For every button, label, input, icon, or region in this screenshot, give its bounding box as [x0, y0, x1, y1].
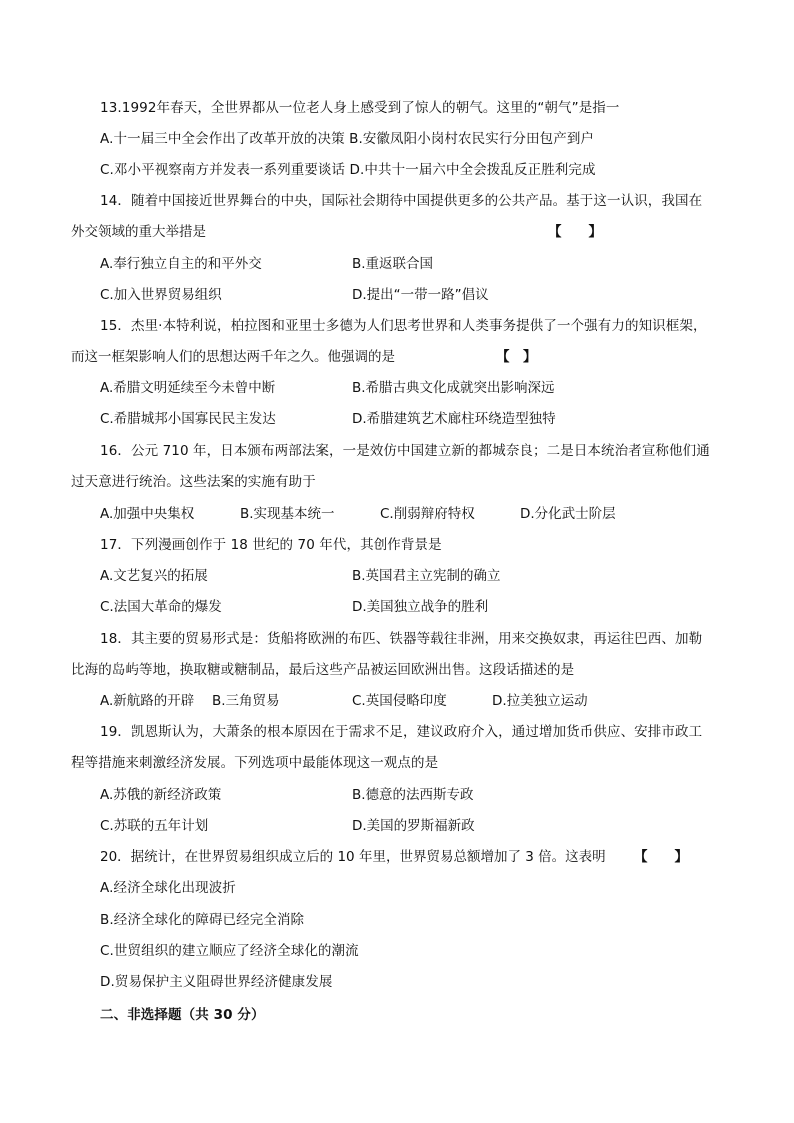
option-a: A.奉行独立自主的和平外交: [100, 256, 262, 272]
option-d: D.分化武士阶层: [520, 506, 616, 522]
option-b: B.经济全球化的障碍已经完全消除: [100, 912, 305, 928]
option-c: C.世贸组织的建立顺应了经济全球化的潮流: [100, 943, 359, 959]
option-b: B.德意的法西斯专政: [352, 787, 474, 803]
option-c: C.英国侵略印度: [352, 693, 447, 709]
option-d: D.贸易保护主义阻碍世界经济健康发展: [100, 974, 333, 990]
question-15-stem: 15．杰里·本特利说，柏拉图和亚里士多德为人们思考世界和人类事务提供了一个强有力的知识框架，: [100, 318, 707, 334]
question-14-options-row1: [100, 255, 600, 273]
question-13-options-ab: A.十一届三中全会作出了改革开放的决策 B.安徽凤阳小岗村农民实行分田包产到户: [100, 131, 595, 147]
option-d: D.美国的罗斯福新政: [352, 818, 475, 834]
option-b: B.英国君主立宪制的确立: [352, 568, 501, 584]
question-19-stem: 19．凯恩斯认为，大萧条的根本原因在于需求不足，建议政府介入，通过增加货币供应、安排市政工: [100, 724, 703, 740]
option-b: B.三角贸易: [212, 693, 280, 709]
option-a: A.经济全球化出现波折: [100, 880, 236, 896]
option-a: A.希腊文明延续至今未曾中断: [100, 380, 276, 396]
option-b: B.希腊古典文化成就突出影响深远: [352, 380, 555, 396]
question-15-stem-line2: [71, 348, 591, 366]
question-14-options-row2: [100, 286, 600, 304]
question-20-stem-line: [100, 848, 700, 866]
question-17-options-row1: [100, 567, 600, 585]
section-title: 二、非选择题（共 30 分）: [100, 1007, 265, 1023]
option-d: D.希腊建筑艺术廊柱环绕造型独特: [352, 411, 556, 427]
question-16-stem: 16．公元 710 年，日本颁布两部法案，一是效仿中国建立新的都城奈良；二是日本统治者宣称他们通: [100, 443, 710, 459]
question-14-stem: 14．随着中国接近世界舞台的中央，国际社会期待中国提供更多的公共产品。基于这一认识，我国在: [100, 193, 703, 209]
option-a: A.新航路的开辟: [100, 693, 195, 709]
option-d: D.拉美独立运动: [492, 693, 588, 709]
question-20-stem: 20．据统计，在世界贸易组织成立后的 10 年里，世界贸易总额增加了 3 倍。这表明: [100, 849, 606, 865]
question-18-options: [100, 692, 660, 710]
option-d: D.美国独立战争的胜利: [352, 599, 489, 615]
question-14-stem-cont: 外交领域的重大举措是: [71, 224, 206, 240]
question-13-options-cd: C.邓小平视察南方并发表一系列重要谈话 D.中共十一届六中全会拨乱反正胜利完成: [100, 162, 596, 178]
question-16-stem-cont: 过天意进行统治。这些法案的实施有助于: [71, 474, 316, 490]
answer-bracket: 【 】: [548, 224, 602, 240]
option-d: D.提出“一带一路”倡议: [352, 287, 489, 303]
option-c: C.削弱辩府特权: [380, 506, 475, 522]
question-15-stem-cont: 而这一框架影响人们的思想达两千年之久。他强调的是: [71, 349, 395, 365]
question-16-options: [100, 505, 660, 523]
question-19-options-row2: [100, 817, 600, 835]
question-17-options-row2: [100, 598, 600, 616]
question-15-options-row2: [100, 410, 660, 428]
question-15-options-row1: [100, 379, 660, 397]
question-18-stem: 18．其主要的贸易形式是：货船将欧洲的布匹、铁器等载往非洲，用来交换奴隶，再运往巴西、加勒: [100, 631, 703, 647]
question-17-stem: 17．下列漫画创作于 18 世纪的 70 年代，其创作背景是: [100, 537, 442, 553]
option-c: C.希腊城邦小国寡民民主发达: [100, 411, 276, 427]
option-c: C.苏联的五年计划: [100, 818, 209, 834]
answer-bracket: 【 】: [634, 849, 688, 865]
question-19-options-row1: [100, 786, 600, 804]
question-14-stem-line2: [71, 223, 631, 241]
option-c: C.法国大革命的爆发: [100, 599, 222, 615]
option-b: B.重返联合国: [352, 256, 434, 272]
question-18-stem-cont: 比海的岛屿等地，换取糖或糖制品，最后这些产品被运回欧洲出售。这段话描述的是: [71, 662, 575, 678]
question-19-stem-cont: 程等措施来刺激经济发展。下列选项中最能体现这一观点的是: [71, 755, 439, 771]
option-c: C.加入世界贸易组织: [100, 287, 222, 303]
answer-bracket: 【 】: [496, 349, 537, 365]
option-a: A.文艺复兴的拓展: [100, 568, 208, 584]
option-a: A.加强中央集权: [100, 506, 195, 522]
question-13-stem: 13.1992年春天，全世界都从一位老人身上感受到了惊人的朝气。这里的“朝气”是指一: [100, 100, 620, 116]
option-b: B.实现基本统一: [240, 506, 335, 522]
option-a: A.苏俄的新经济政策: [100, 787, 222, 803]
